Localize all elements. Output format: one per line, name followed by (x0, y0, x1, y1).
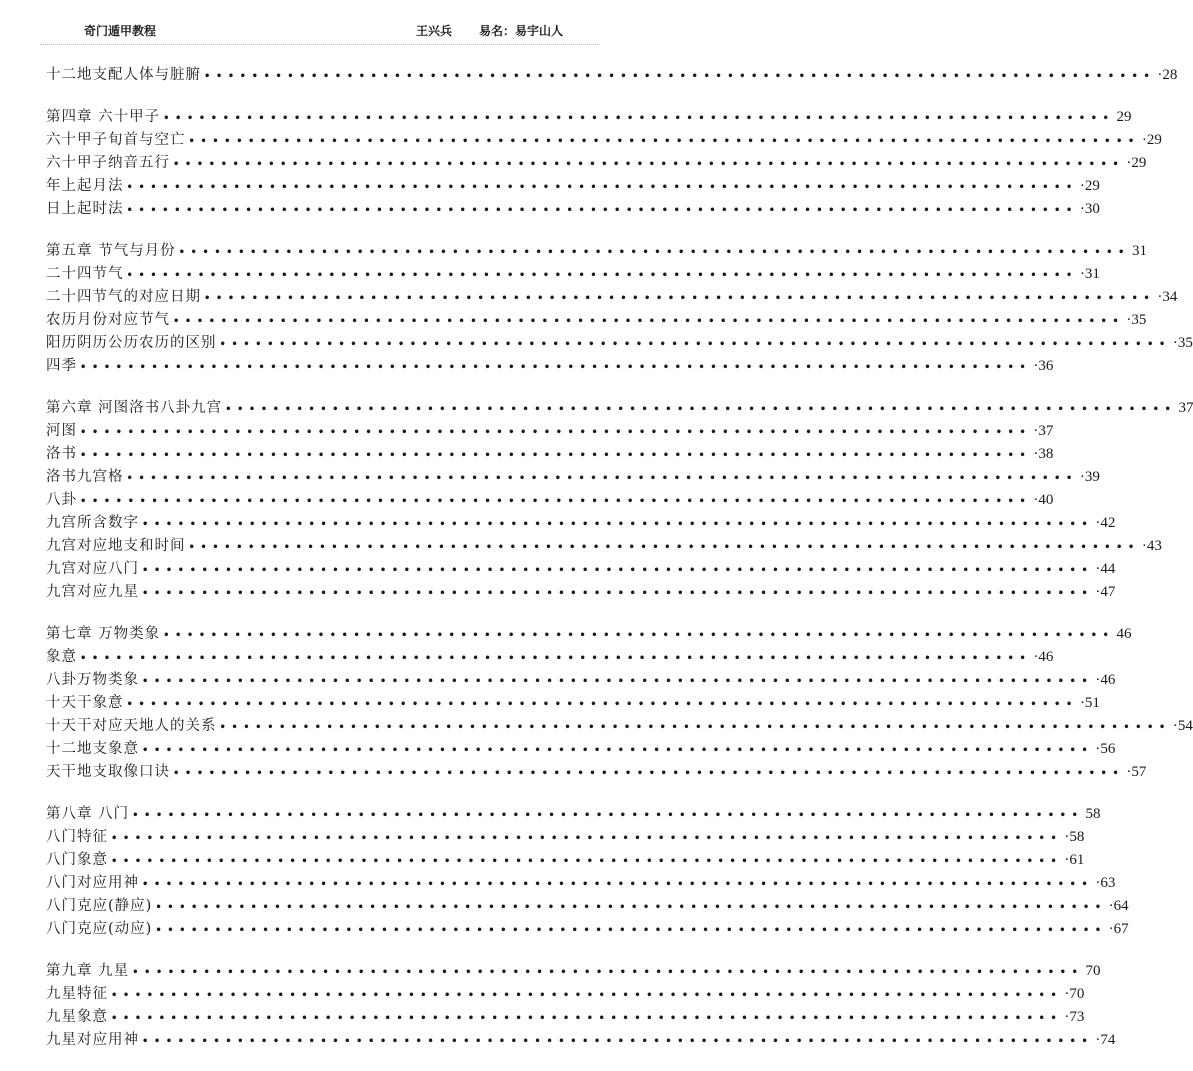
toc-dot-leader: •••••••••••••••••••••••••••••••••••••••••••••••••••••••••••••••••••••••••••••••• (132, 810, 1084, 821)
toc-entry-title: 十天干对应天地人的关系 (46, 718, 217, 734)
toc-entry-title: 第八章 八门 (46, 806, 130, 822)
toc-entry (46, 263, 1100, 286)
toc-entry (46, 489, 1054, 512)
toc-entry (46, 1029, 1116, 1052)
toc-entry (46, 466, 1100, 489)
toc-entry (46, 286, 1178, 309)
toc-entry-title: 第四章 六十甲子 (46, 109, 161, 125)
toc-dot-leader: •••••••••••••••••••••••••••••••••••••••••••••••••••••••••••••••••••••••••••••••• (142, 745, 1094, 756)
toc-dot-leader: •••••••••••••••••••••••••••••••••••••••••••••••••••••••••••••••••••••••••••••••• (111, 833, 1063, 844)
toc-page-number: ·29 (1079, 178, 1100, 194)
toc-entry-title: 河图 (46, 423, 77, 439)
toc-section (46, 960, 1116, 1052)
toc-page-number: ·35 (1126, 312, 1147, 328)
toc-entry-title: 十二地支象意 (46, 741, 139, 757)
toc-entry-title: 九星象意 (46, 1009, 108, 1025)
toc-entry (46, 64, 1178, 87)
toc-entry-title: 二十四节气 (46, 266, 124, 282)
toc-entry-title: 八卦 (46, 492, 77, 508)
toc-entry-title: 八门象意 (46, 852, 108, 868)
toc-page-number: ·54 (1172, 718, 1193, 734)
toc-page-number: ·36 (1033, 358, 1054, 374)
toc-dot-leader: •••••••••••••••••••••••••••••••••••••••••••••••••••••••••••••••••••••••••••••••• (80, 427, 1032, 438)
toc-page-number: ·63 (1095, 875, 1116, 891)
toc-page-number: ·73 (1064, 1009, 1085, 1025)
toc-entry (46, 397, 1193, 420)
toc-entry-title: 第五章 节气与月份 (46, 243, 176, 259)
toc-entry (46, 106, 1132, 129)
toc-page-number: ·67 (1108, 921, 1129, 937)
toc-entry (46, 872, 1116, 895)
toc-entry (46, 512, 1116, 535)
toc-dot-leader: •••••••••••••••••••••••••••••••••••••••••••••••••••••••••••••••••••••••••••••••• (80, 362, 1032, 373)
toc-entry (46, 558, 1116, 581)
toc-page-number: ·51 (1079, 695, 1100, 711)
toc-section (46, 803, 1129, 941)
toc-dot-leader: •••••••••••••••••••••••••••••••••••••••••••••••••••••••••••••••••••••••••••••••• (155, 902, 1107, 913)
toc-entry (46, 198, 1100, 221)
toc-page-number: 70 (1085, 963, 1101, 979)
toc-entry (46, 623, 1132, 646)
toc-page-number: ·38 (1033, 446, 1054, 462)
toc-page-number: ·70 (1064, 986, 1085, 1002)
toc-entry (46, 443, 1054, 466)
toc-entry-title: 十天干象意 (46, 695, 124, 711)
page-header (0, 22, 673, 42)
toc-entry-title: 六十甲子旬首与空亡 (46, 132, 186, 148)
toc-dot-leader: •••••••••••••••••••••••••••••••••••••••••••••••••••••••••••••••••••••••••••••••• (126, 270, 1078, 281)
toc-page-number: ·61 (1064, 852, 1085, 868)
toc-entry (46, 849, 1085, 872)
toc-page-number: ·56 (1095, 741, 1116, 757)
toc-entry (46, 960, 1101, 983)
toc-entry-title: 象意 (46, 649, 77, 665)
toc-page-number: ·29 (1141, 132, 1162, 148)
toc-dot-leader: •••••••••••••••••••••••••••••••••••••••••••••••••••••••••••••••••••••••••••••••• (204, 293, 1156, 304)
toc-entry-title: 四季 (46, 358, 77, 374)
toc-entry (46, 895, 1129, 918)
toc-dot-leader: •••••••••••••••••••••••••••••••••••••••••••••••••••••••••••••••••••••••••••••••• (126, 699, 1078, 710)
toc-entry (46, 129, 1162, 152)
toc-entry (46, 646, 1054, 669)
toc-entry (46, 803, 1101, 826)
toc-section (46, 64, 1178, 87)
header-rule (40, 44, 600, 45)
toc-dot-leader: •••••••••••••••••••••••••••••••••••••••••••••••••••••••••••••••••••••••••••••••• (126, 473, 1078, 484)
toc-entry (46, 669, 1116, 692)
toc-entry-title: 阳历阴历公历农历的区别 (46, 335, 217, 351)
toc-entry (46, 355, 1054, 378)
toc-entry-title: 第九章 九星 (46, 963, 130, 979)
toc-dot-leader: •••••••••••••••••••••••••••••••••••••••••••••••••••••••••••••••••••••••••••••••• (178, 247, 1130, 258)
toc-page-number: ·35 (1172, 335, 1193, 351)
toc-dot-leader: •••••••••••••••••••••••••••••••••••••••••••••••••••••••••••••••••••••••••••••••• (219, 339, 1171, 350)
toc-page-number: ·43 (1141, 538, 1162, 554)
toc-page-number: 58 (1085, 806, 1101, 822)
toc-entry-title: 八门特征 (46, 829, 108, 845)
toc-dot-leader: •••••••••••••••••••••••••••••••••••••••••••••••••••••••••••••••••••••••••••••••• (142, 676, 1094, 687)
toc-dot-leader: •••••••••••••••••••••••••••••••••••••••••••••••••••••••••••••••••••••••••••••••• (111, 1013, 1063, 1024)
toc-entry (46, 175, 1100, 198)
toc-dot-leader: •••••••••••••••••••••••••••••••••••••••••••••••••••••••••••••••••••••••••••••••• (142, 519, 1094, 530)
toc-dot-leader: •••••••••••••••••••••••••••••••••••••••••••••••••••••••••••••••••••••••••••••••• (132, 967, 1084, 978)
toc-dot-leader: •••••••••••••••••••••••••••••••••••••••••••••••••••••••••••••••••••••••••••••••• (155, 925, 1107, 936)
toc-section (46, 623, 1193, 784)
author-name: 王兴兵 (416, 24, 453, 38)
toc-entry-title: 洛书九宫格 (46, 469, 124, 485)
toc-entry (46, 1006, 1085, 1029)
toc-entry-title: 九宫所含数字 (46, 515, 139, 531)
toc-entry-title: 八门克应(动应) (46, 921, 153, 937)
toc-page-number: ·37 (1033, 423, 1054, 439)
toc-entry-title: 第七章 万物类象 (46, 626, 161, 642)
toc-section (46, 397, 1193, 604)
toc-dot-leader: •••••••••••••••••••••••••••••••••••••••••••••••••••••••••••••••••••••••••••••••• (219, 722, 1171, 733)
toc-entry-title: 八门对应用神 (46, 875, 139, 891)
toc-page-number: ·44 (1095, 561, 1116, 577)
toc-page-number: ·57 (1126, 764, 1147, 780)
toc-entry-title: 六十甲子纳音五行 (46, 155, 170, 171)
toc-entry (46, 420, 1054, 443)
toc-dot-leader: •••••••••••••••••••••••••••••••••••••••••••••••••••••••••••••••••••••••••••••••• (188, 136, 1140, 147)
toc-dot-leader: •••••••••••••••••••••••••••••••••••••••••••••••••••••••••••••••••••••••••••••••• (111, 856, 1063, 867)
toc-dot-leader: •••••••••••••••••••••••••••••••••••••••••••••••••••••••••••••••••••••••••••••••• (173, 159, 1125, 170)
toc-section (46, 106, 1162, 221)
author-pen-name: 易名：易宇山人 (479, 24, 564, 38)
toc-dot-leader: •••••••••••••••••••••••••••••••••••••••••••••••••••••••••••••••••••••••••••••••• (163, 630, 1115, 641)
toc-dot-leader: •••••••••••••••••••••••••••••••••••••••••••••••••••••••••••••••••••••••••••••••• (142, 879, 1094, 890)
toc-page-number: ·64 (1108, 898, 1129, 914)
toc-dot-leader: •••••••••••••••••••••••••••••••••••••••••••••••••••••••••••••••••••••••••••••••• (188, 542, 1140, 553)
toc-dot-leader: •••••••••••••••••••••••••••••••••••••••••••••••••••••••••••••••••••••••••••••••• (173, 768, 1125, 779)
toc-dot-leader: •••••••••••••••••••••••••••••••••••••••••••••••••••••••••••••••••••••••••••••••• (80, 653, 1032, 664)
toc-entry-title: 八门克应(静应) (46, 898, 153, 914)
toc-page-number: ·29 (1126, 155, 1147, 171)
toc-entry (46, 983, 1085, 1006)
toc-entry (46, 738, 1116, 761)
toc-entry-title: 第六章 河图洛书八卦九宫 (46, 400, 223, 416)
toc-page-number: 46 (1116, 626, 1132, 642)
toc-page-number: 29 (1116, 109, 1132, 125)
toc-dot-leader: •••••••••••••••••••••••••••••••••••••••••••••••••••••••••••••••••••••••••••••••• (173, 316, 1125, 327)
toc-page-number: ·42 (1095, 515, 1116, 531)
toc-page-number: 31 (1131, 243, 1147, 259)
toc-dot-leader: •••••••••••••••••••••••••••••••••••••••••••••••••••••••••••••••••••••••••••••••• (80, 450, 1032, 461)
toc-entry-title: 天干地支取像口诀 (46, 764, 170, 780)
toc-dot-leader: •••••••••••••••••••••••••••••••••••••••••••••••••••••••••••••••••••••••••••••••• (111, 990, 1063, 1001)
toc-section (46, 240, 1193, 378)
toc-entry (46, 332, 1193, 355)
toc-entry-title: 日上起时法 (46, 201, 124, 217)
toc-dot-leader: •••••••••••••••••••••••••••••••••••••••••••••••••••••••••••••••••••••••••••••••• (204, 71, 1156, 82)
toc-dot-leader: •••••••••••••••••••••••••••••••••••••••••••••••••••••••••••••••••••••••••••••••• (80, 496, 1032, 507)
toc-page-number: ·28 (1157, 67, 1178, 83)
toc-page-number: ·46 (1095, 672, 1116, 688)
toc-page-number: ·30 (1079, 201, 1100, 217)
toc-page-number: ·39 (1079, 469, 1100, 485)
toc-entry (46, 918, 1129, 941)
toc-page-number: 37 (1178, 400, 1193, 416)
table-of-contents (46, 64, 1193, 1071)
toc-page-number: ·74 (1095, 1032, 1116, 1048)
toc-entry (46, 692, 1100, 715)
toc-page-number: ·58 (1064, 829, 1085, 845)
toc-entry (46, 715, 1193, 738)
toc-entry-title: 九星对应用神 (46, 1032, 139, 1048)
toc-page-number: ·40 (1033, 492, 1054, 508)
toc-entry-title: 二十四节气的对应日期 (46, 289, 201, 305)
toc-dot-leader: •••••••••••••••••••••••••••••••••••••••••••••••••••••••••••••••••••••••••••••••• (163, 113, 1115, 124)
toc-entry-title: 八卦万物类象 (46, 672, 139, 688)
toc-dot-leader: •••••••••••••••••••••••••••••••••••••••••••••••••••••••••••••••••••••••••••••••• (225, 404, 1177, 415)
toc-dot-leader: •••••••••••••••••••••••••••••••••••••••••••••••••••••••••••••••••••••••••••••••• (126, 205, 1078, 216)
toc-entry (46, 581, 1116, 604)
toc-entry-title: 九宫对应地支和时间 (46, 538, 186, 554)
toc-dot-leader: •••••••••••••••••••••••••••••••••••••••••••••••••••••••••••••••••••••••••••••••• (142, 565, 1094, 576)
toc-entry-title: 九宫对应九星 (46, 584, 139, 600)
toc-dot-leader: •••••••••••••••••••••••••••••••••••••••••••••••••••••••••••••••••••••••••••••••• (142, 588, 1094, 599)
toc-page-number: ·34 (1157, 289, 1178, 305)
toc-entry (46, 240, 1147, 263)
book-title: 奇门遁甲教程 (84, 24, 157, 38)
toc-dot-leader: •••••••••••••••••••••••••••••••••••••••••••••••••••••••••••••••••••••••••••••••• (142, 1036, 1094, 1047)
toc-dot-leader: •••••••••••••••••••••••••••••••••••••••••••••••••••••••••••••••••••••••••••••••• (126, 182, 1078, 193)
toc-entry-title: 农历月份对应节气 (46, 312, 170, 328)
toc-entry-title: 洛书 (46, 446, 77, 462)
toc-entry-title: 九星特征 (46, 986, 108, 1002)
toc-entry (46, 761, 1147, 784)
toc-page-number: ·46 (1033, 649, 1054, 665)
toc-entry (46, 152, 1147, 175)
toc-entry (46, 535, 1162, 558)
toc-page-number: ·31 (1079, 266, 1100, 282)
toc-page-number: ·47 (1095, 584, 1116, 600)
toc-entry-title: 十二地支配人体与脏腑 (46, 67, 201, 83)
toc-entry (46, 309, 1147, 332)
toc-entry-title: 年上起月法 (46, 178, 124, 194)
toc-entry (46, 826, 1085, 849)
toc-entry-title: 九宫对应八门 (46, 561, 139, 577)
